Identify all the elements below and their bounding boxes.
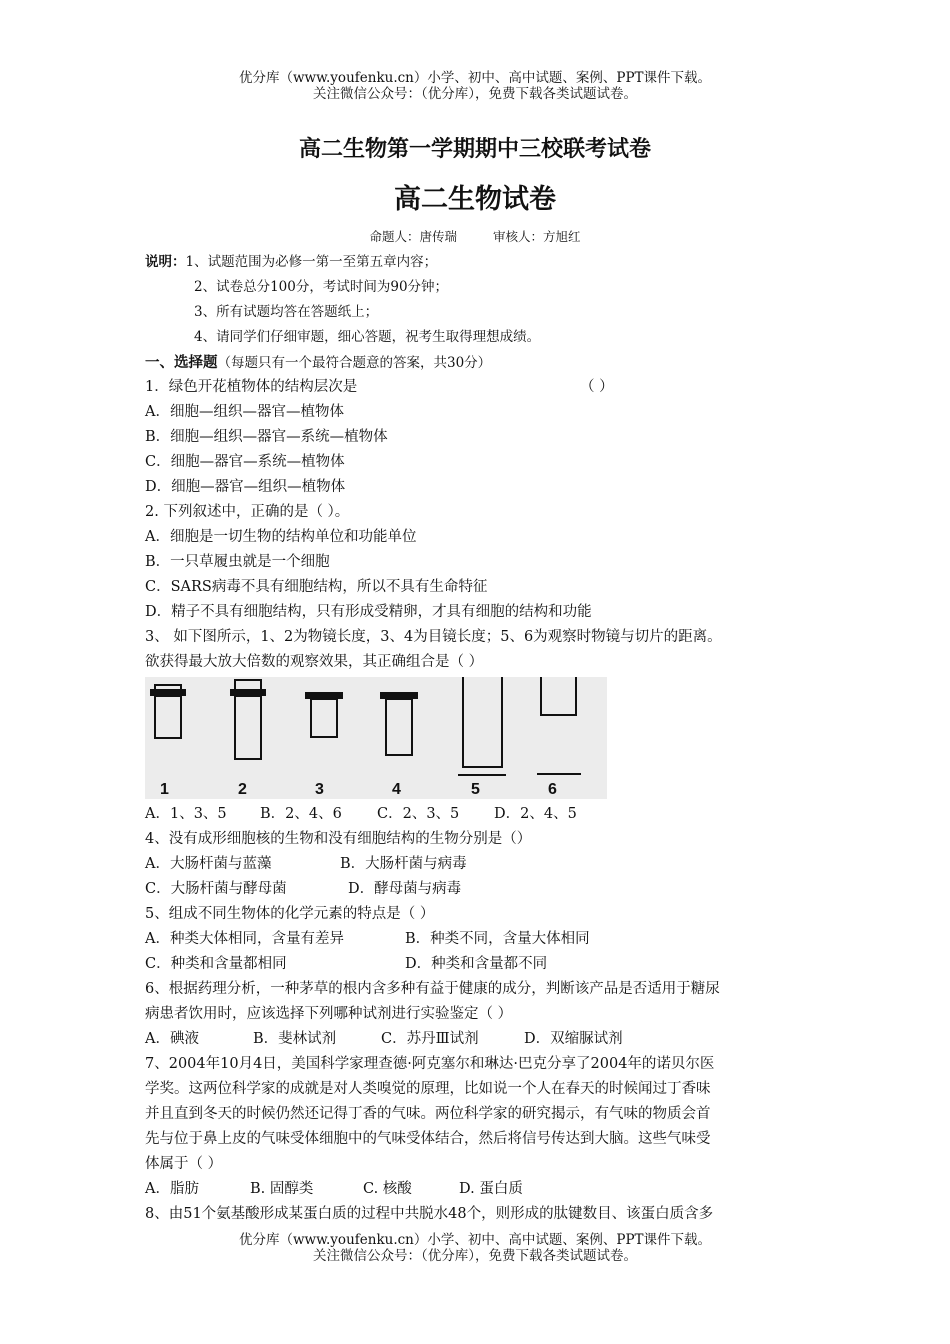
microscope-lens-figure [145, 677, 607, 799]
q4-options-row-2 [145, 877, 810, 902]
q6-option-d: D．双缩脲试剂 [524, 1031, 623, 1047]
eyepiece-lens-3 [305, 692, 343, 737]
q7-line-5: 体属于（ ） [145, 1156, 223, 1172]
q3-option-b: B．2、4、6 [260, 806, 342, 822]
header-line-2: 关注微信公众号：（优分库），免费下载各类试题试卷。 [313, 86, 637, 102]
q7-option-a: A．脂肪 [145, 1181, 199, 1197]
q7-line-2: 学奖。这两位科学家的成就是对人类嗅觉的原理，比如说一个人在春天的时候闻过丁香味 [145, 1081, 711, 1097]
figure-label-2: 2 [238, 781, 247, 798]
authors [0, 228, 950, 246]
figure-label-1: 1 [160, 781, 169, 798]
q1-stem-row [145, 375, 810, 400]
q7-line-4: 先与位于鼻上皮的气味受体细胞中的气味受体结合，然后将信号传达到大脑。这些气味受 [145, 1131, 711, 1147]
q7-line-1: 7、2004年10月4日，美国科学家理查德·阿克塞尔和琳达·巴克分享了2004年的诺贝尔医 [145, 1056, 715, 1072]
reviewer: 审核人：方旭红 [492, 229, 581, 244]
q2-option-d: D．精子不具有细胞结构，只有形成受精卵，才具有细胞的结构和功能 [145, 604, 592, 620]
q4-options-row-1 [145, 852, 810, 877]
q2-option-c: C．SARS病毒不具有细胞结构，所以不具有生命特征 [145, 579, 488, 595]
figure-label-4: 4 [392, 781, 401, 798]
page-footer [0, 1232, 950, 1264]
q4-option-d: D．酵母菌与病毒 [348, 881, 462, 897]
q5-options-row-2 [145, 952, 810, 977]
q5-option-d: D．种类和含量都不同 [405, 956, 548, 972]
lens-diagram [145, 677, 607, 799]
q5-option-c: C．种类和含量都相同 [145, 956, 287, 972]
notes-item-1: 1、试题范围为必修一第一至第五章内容； [185, 254, 438, 270]
q3-option-d: D．2、4、5 [494, 806, 577, 822]
figure-label-5: 5 [471, 781, 480, 798]
q7-option-d: D. 蛋白质 [459, 1181, 523, 1197]
section-heading [145, 350, 810, 375]
page-header [0, 70, 950, 102]
q1-option-a: A．细胞—组织—器官—植物体 [145, 404, 344, 420]
q6-stem-line-1: 6、根据药理分析，一种茅草的根内含多种有益于健康的成分，判断该产品是否适用于糖尿 [145, 981, 720, 997]
q2-option-b: B．一只草履虫就是一个细胞 [145, 554, 330, 570]
q5-option-a: A．种类大体相同，含量有差异 [145, 931, 344, 947]
q4-option-a: A．大肠杆菌与蓝藻 [145, 856, 272, 872]
notes-line-1 [145, 250, 810, 275]
q5-stem: 5、组成不同生物体的化学元素的特点是（ ） [145, 906, 435, 922]
q1-option-b: B．细胞—组织—器官—系统—植物体 [145, 429, 388, 445]
q2-stem: 2. 下列叙述中，正确的是（ ）。 [145, 504, 350, 520]
q3-option-c: C．2、3、5 [377, 806, 460, 822]
notes-item-2: 2、试卷总分100分，考试时间为90分钟； [194, 279, 449, 295]
q3-stem-line-2: 欲获得最大放大倍数的观察效果，其正确组合是（ ） [145, 654, 484, 670]
q4-option-c: C．大肠杆菌与酵母菌 [145, 881, 287, 897]
footer-line-2: 关注微信公众号：（优分库），免费下载各类试题试卷。 [313, 1248, 637, 1264]
exam-content [145, 250, 810, 1227]
objective-lens-1 [150, 685, 186, 738]
figure-label-6: 6 [548, 781, 557, 798]
exam-title: 高二生物第一学期期中三校联考试卷 [298, 136, 651, 162]
q3-option-a: A．1、3、5 [145, 806, 227, 822]
eyepiece-lens-4 [380, 692, 418, 755]
q6-option-c: C．苏丹Ⅲ试剂 [381, 1031, 479, 1047]
q3-options [145, 802, 810, 827]
section-desc: （每题只有一个最符合题意的答案，共30分） [217, 355, 492, 371]
footer-line-1: 优分库（www.youfenku.cn）小学、初中、高中试题、案例、PPT课件下载。 [238, 1232, 712, 1248]
q7-option-c: C. 核酸 [363, 1181, 412, 1197]
q6-stem-line-2: 病患者饮用时，应该选择下列哪种试剂进行实验鉴定（ ） [145, 1006, 513, 1022]
notes-label: 说明： [145, 254, 186, 270]
q7-line-3: 并且直到冬天的时候仍然还记得丁香的气味。两位科学家的研究揭示，有气味的物质会首 [145, 1106, 711, 1122]
q5-option-b: B．种类不同，含量大体相同 [405, 931, 590, 947]
q6-option-a: A．碘液 [145, 1031, 199, 1047]
q1-stem: 1．绿色开花植物体的结构层次是 [145, 379, 358, 395]
q5-options-row-1 [145, 927, 810, 952]
figure-label-3: 3 [315, 781, 324, 798]
distance-diagram-6 [537, 677, 581, 774]
header-line-1: 优分库（www.youfenku.cn）小学、初中、高中试题、案例、PPT课件下载。 [238, 70, 712, 86]
q8-stem: 8、由51个氨基酸形成某蛋白质的过程中共脱水48个，则形成的肽键数目、该蛋白质含多 [145, 1206, 714, 1222]
notes-item-4: 4、请同学们仔细审题，细心答题，祝考生取得理想成绩。 [194, 329, 541, 345]
q6-options [145, 1027, 810, 1052]
notes-item-3: 3、所有试题均答在答题纸上； [194, 304, 379, 320]
distance-diagram-5 [458, 677, 506, 775]
q6-option-b: B．斐林试剂 [253, 1031, 337, 1047]
section-title: 一、选择题 [145, 354, 218, 371]
q1-option-d: D．细胞—器官—组织—植物体 [145, 479, 346, 495]
exam-subtitle: 高二生物试卷 [394, 184, 556, 215]
q4-option-b: B．大肠杆菌与病毒 [340, 856, 467, 872]
q3-stem-line-1: 3、 如下图所示，1、2为物镜长度，3、4为目镜长度；5、6为观察时物镜与切片的距离。 [145, 629, 722, 645]
q1-option-c: C．细胞—器官—系统—植物体 [145, 454, 345, 470]
q7-option-b: B. 固醇类 [250, 1181, 314, 1197]
q2-option-a: A．细胞是一切生物的结构单位和功能单位 [145, 529, 417, 545]
q4-stem: 4、没有成形细胞核的生物和没有细胞结构的生物分别是（） [145, 831, 532, 847]
objective-lens-2 [230, 680, 266, 759]
q7-options [145, 1177, 810, 1202]
q1-bracket: （ ） [580, 379, 614, 395]
setter: 命题人：唐传瑞 [369, 229, 457, 244]
